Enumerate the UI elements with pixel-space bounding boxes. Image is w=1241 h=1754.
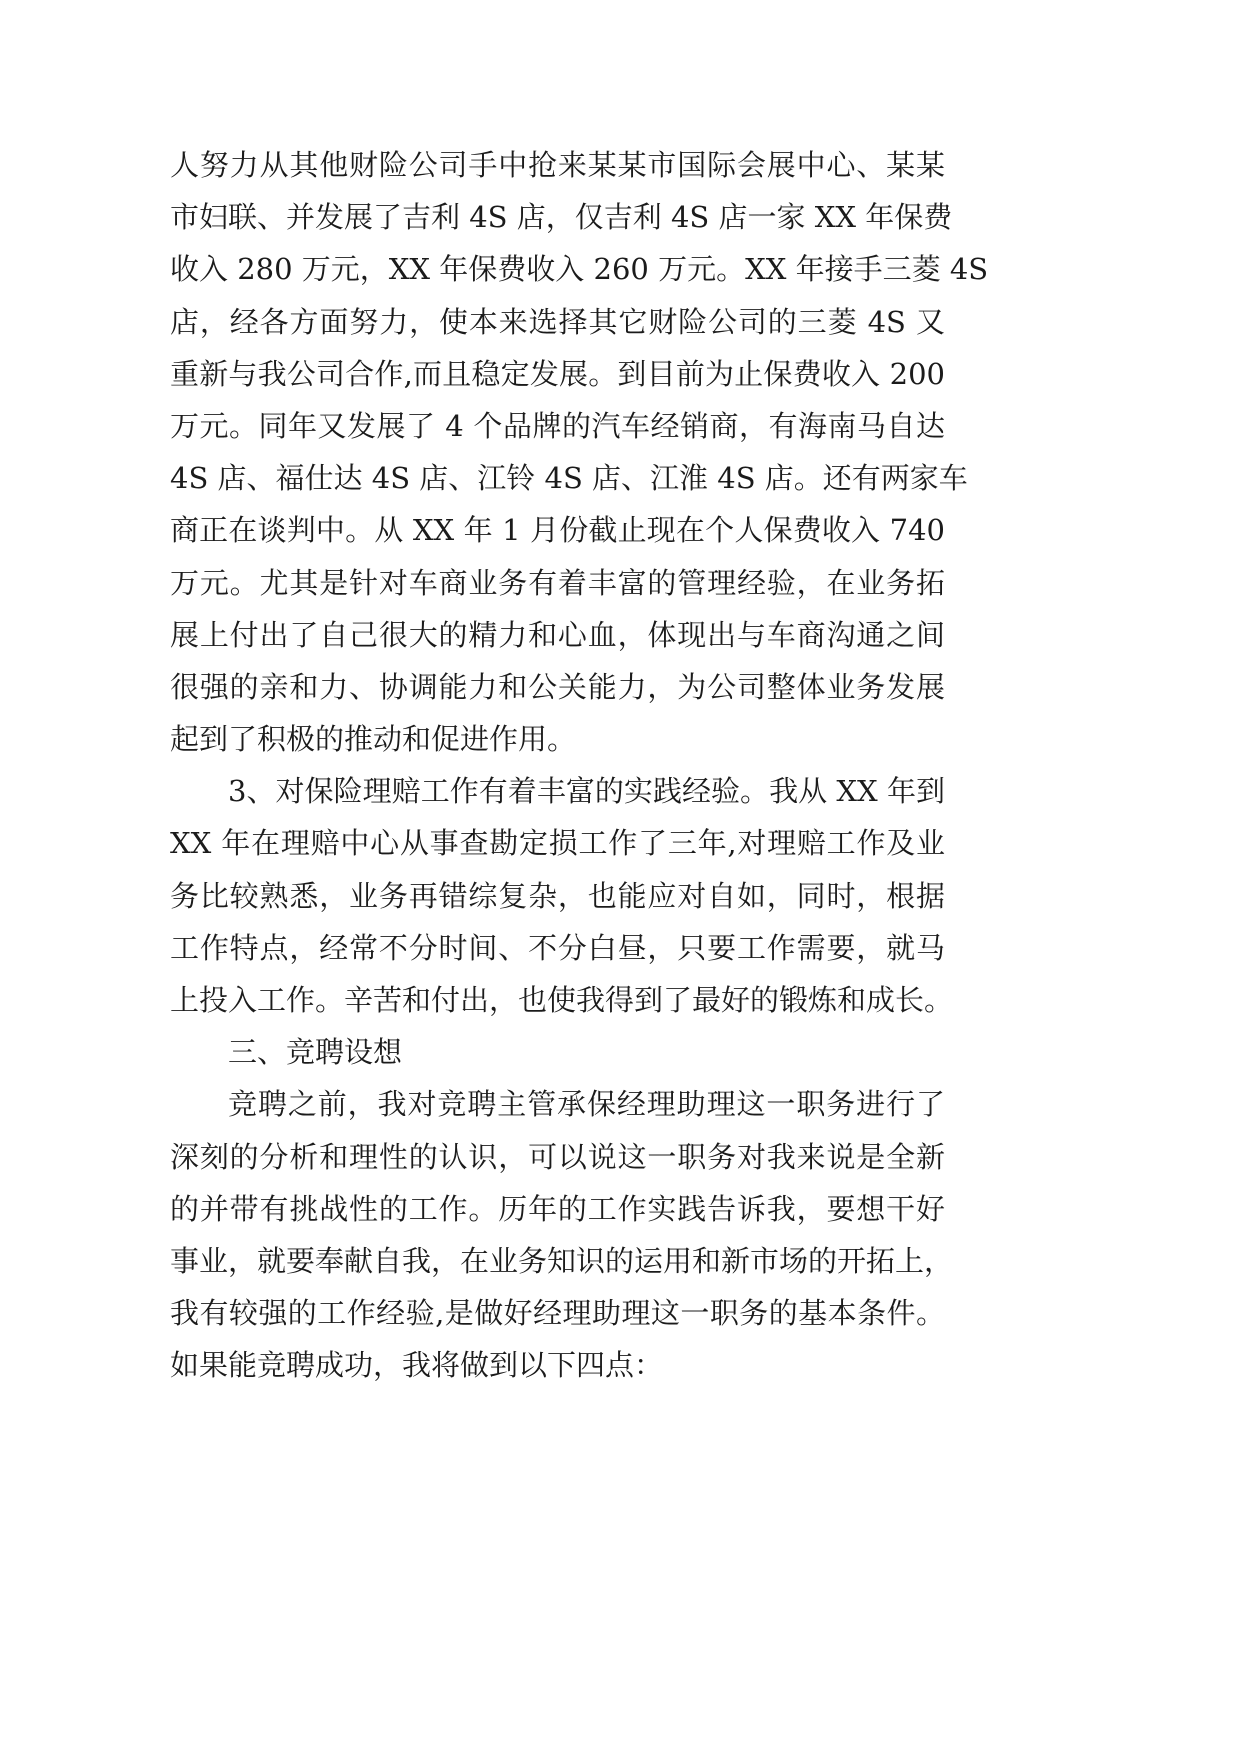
text-line: 万元。同年又发展了 4 个品牌的汽车经销商，有海南马自达 [170, 408, 945, 443]
document-body [170, 139, 989, 1392]
text-line: 我有较强的工作经验,是做好经理助理这一职务的基本条件。 [170, 1296, 945, 1331]
text-line: 起到了积极的推动和促进作用。 [170, 722, 577, 757]
text-line: 的并带有挑战性的工作。历年的工作实践告诉我，要想干好 [170, 1191, 945, 1226]
text-line: 务比较熟悉，业务再错综复杂，也能应对自如，同时，根据 [170, 878, 945, 913]
paragraph-claims-experience [170, 765, 954, 1026]
text-line: XX 年在理赔中心从事查勘定损工作了三年,对理赔工作及业 [170, 826, 945, 861]
text-line: 上投入工作。辛苦和付出，也使我得到了最好的锻炼和成长。 [170, 983, 954, 1017]
text-line: 工作特点，经常不分时间、不分白昼，只要工作需要，就马 [170, 930, 945, 965]
section-heading-text: 三、竞聘设想 [228, 1035, 403, 1070]
paragraph-plan [170, 1078, 954, 1391]
text-line: 竞聘之前，我对竞聘主管承保经理助理这一职务进行了 [228, 1087, 945, 1122]
text-line: 重新与我公司合作,而且稳定发展。到目前为止保费收入 200 [170, 356, 945, 391]
text-line: 店，经各方面努力，使本来选择其它财险公司的三菱 4S 又 [170, 304, 945, 339]
text-line: 4S 店、福仕达 4S 店、江铃 4S 店、江淮 4S 店。还有两家车 [170, 461, 968, 496]
text-line: 万元。尤其是针对车商业务有着丰富的管理经验，在业务拓 [170, 565, 945, 600]
text-line: 人努力从其他财险公司手中抢来某某市国际会展中心、某某 [170, 148, 945, 182]
text-line: 如果能竞聘成功，我将做到以下四点： [170, 1348, 664, 1383]
text-line: 市妇联、并发展了吉利 4S 店，仅吉利 4S 店一家 XX 年保费 [170, 200, 953, 235]
text-line: 很强的亲和力、协调能力和公关能力，为公司整体业务发展 [170, 669, 945, 704]
text-line: 深刻的分析和理性的认识，可以说这一职务对我来说是全新 [170, 1139, 945, 1174]
text-line: 3、对保险理赔工作有着丰富的实践经验。我从 XX 年到 [228, 774, 945, 809]
paragraph-achievements [170, 139, 989, 765]
text-line: 展上付出了自己很大的精力和心血，体现出与车商沟通之间 [170, 617, 945, 652]
text-line: 事业，就要奉献自我，在业务知识的运用和新市场的开拓上， [170, 1243, 954, 1278]
text-line: 商正在谈判中。从 XX 年 1 月份截止现在个人保费收入 740 [170, 513, 945, 548]
section-heading [170, 1026, 945, 1078]
text-line: 收入 280 万元，XX 年保费收入 260 万元。XX 年接手三菱 4S [170, 252, 989, 287]
